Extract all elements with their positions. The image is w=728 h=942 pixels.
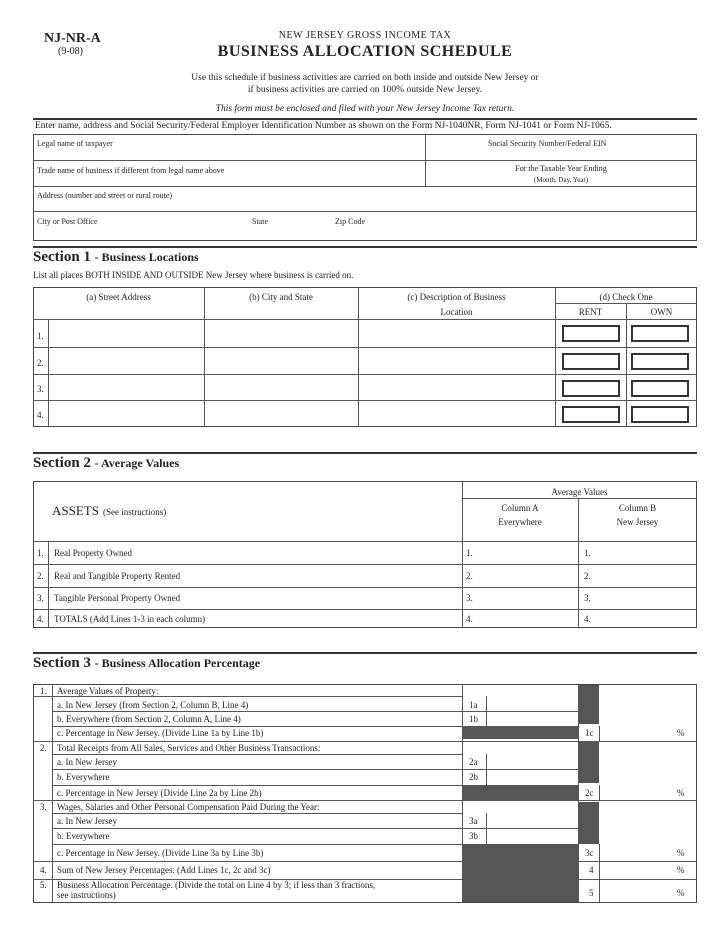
- form-id: NJ-NR-A: [44, 31, 101, 46]
- tax-year-format: (Month, Day, Year): [533, 176, 589, 184]
- address-field[interactable]: Address (number and street or rural route): [37, 191, 173, 200]
- percent-sign: %: [677, 888, 685, 898]
- col-b-cell[interactable]: 3.: [584, 593, 591, 603]
- col-description-2: Location: [440, 307, 473, 317]
- location-row-num: 1.: [37, 331, 44, 341]
- line-label: see instructions): [57, 890, 116, 900]
- col-b-cell[interactable]: 4.: [584, 614, 591, 624]
- line-label: b. Everywhere (from Section 2, Column A, Line 4): [57, 714, 241, 724]
- line-label: Business Allocation Percentage. (Divide the total on Line 4 by 3; if less than 3 fractions,: [57, 880, 376, 890]
- location-row-num: 4.: [37, 410, 44, 420]
- zip-field[interactable]: Zip Code: [335, 217, 365, 226]
- col-a-cell[interactable]: 1.: [466, 548, 473, 558]
- assets-label: ASSETS: [52, 503, 99, 518]
- percent-sign: %: [677, 848, 685, 858]
- line-number: 2.: [37, 571, 44, 581]
- line-label: Total Receipts from All Sales, Services and Other Business Transactions:: [57, 743, 321, 753]
- line-label: c. Percentage in New Jersey. (Divide Line 1a by Line 1b): [57, 728, 264, 738]
- ssn-field[interactable]: Social Security Number/Federal EIN: [488, 139, 607, 148]
- box-label[interactable]: 2b: [469, 772, 478, 782]
- section-1-heading: [33, 249, 199, 266]
- line-number: 1.: [40, 686, 47, 696]
- line-label: Average Values of Property:: [57, 686, 159, 696]
- box-label[interactable]: 5: [589, 888, 594, 898]
- enter-instruction: Enter name, address and Social Security/Federal Employer Identification Number as shown on the Form NJ-1040NR, Form NJ-1041 or Form NJ-1065.: [35, 121, 612, 131]
- legal-name-field[interactable]: Legal name of taxpayer: [37, 139, 113, 148]
- line-label: TOTALS (Add Lines 1-3 in each column): [54, 614, 206, 624]
- col-check-one: (d) Check One: [599, 292, 653, 302]
- box-label[interactable]: 1c: [585, 728, 594, 738]
- own-checkbox-1[interactable]: [631, 325, 689, 342]
- line-label: c. Percentage in New Jersey (Divide Line 2a by Line 2b): [57, 788, 262, 798]
- col-b-sub: New Jersey: [616, 517, 659, 527]
- rent-checkbox-2[interactable]: [562, 353, 620, 370]
- col-b-cell[interactable]: 2.: [584, 571, 591, 581]
- assets-note: (See instructions): [102, 507, 167, 517]
- box-label[interactable]: 2a: [469, 757, 478, 767]
- col-a-cell[interactable]: 3.: [466, 593, 473, 603]
- col-a-header: Column A: [501, 503, 539, 513]
- section-3-number: Section 3: [33, 655, 91, 671]
- line-label: Wages, Salaries and Other Personal Compensation Paid During the Year:: [57, 802, 320, 812]
- box-label[interactable]: 3a: [469, 816, 478, 826]
- percent-sign: %: [677, 728, 685, 738]
- section-1-number: Section 1: [33, 249, 91, 265]
- agency-name: NEW JERSEY GROSS INCOME TAX: [278, 30, 452, 41]
- box-label[interactable]: 2c: [585, 788, 594, 798]
- line-number: 5.: [40, 880, 47, 890]
- line-label: a. In New Jersey (from Section 2, Column B, Line 4): [57, 700, 249, 710]
- instruction-line-3: This form must be enclosed and filed with your New Jersey Income Tax return.: [215, 104, 515, 114]
- own-checkbox-2[interactable]: [631, 353, 689, 370]
- assets-heading: [52, 502, 166, 520]
- line-number: 1.: [37, 548, 44, 558]
- section-1-subtitle: List all places BOTH INSIDE AND OUTSIDE New Jersey where business is carried on.: [33, 270, 354, 280]
- col-own: OWN: [650, 307, 673, 317]
- tax-year-label[interactable]: For the Taxable Year Ending: [515, 164, 607, 173]
- box-label[interactable]: 3b: [469, 831, 478, 841]
- line-label: b. Everywhere: [57, 772, 110, 782]
- percent-sign: %: [677, 788, 685, 798]
- taxpayer-info-box: [33, 134, 697, 241]
- line-label: b. Everywhere: [57, 831, 110, 841]
- section-1-title: - Business Locations: [94, 250, 199, 264]
- line-number: 4.: [40, 865, 47, 875]
- col-a-cell[interactable]: 4.: [466, 614, 473, 624]
- col-description: (c) Description of Business: [407, 292, 506, 302]
- section-2-number: Section 2: [33, 455, 91, 471]
- avg-values-header: Average Values: [551, 487, 608, 497]
- location-row-num: 2.: [37, 358, 44, 368]
- rent-checkbox-4[interactable]: [562, 406, 620, 423]
- form-title: BUSINESS ALLOCATION SCHEDULE: [217, 43, 513, 60]
- trade-name-field[interactable]: Trade name of business if different from legal name above: [37, 166, 225, 175]
- own-checkbox-4[interactable]: [631, 406, 689, 423]
- col-city-state: (b) City and State: [249, 292, 313, 302]
- instruction-line-2: if business activities are carried on 100% outside New Jersey.: [247, 85, 483, 95]
- rent-checkbox-1[interactable]: [562, 325, 620, 342]
- line-label: Sum of New Jersey Percentages. (Add Lines 1c, 2c and 3c): [57, 865, 271, 875]
- rent-checkbox-3[interactable]: [562, 380, 620, 397]
- col-rent: RENT: [578, 307, 603, 317]
- line-label: a. In New Jersey: [57, 816, 117, 826]
- line-number: 2.: [40, 743, 47, 753]
- own-checkbox-3[interactable]: [631, 380, 689, 397]
- city-field[interactable]: City or Post Office: [37, 217, 98, 226]
- line-label: Tangible Personal Property Owned: [54, 593, 181, 603]
- col-b-cell[interactable]: 1.: [584, 548, 591, 558]
- col-a-sub: Everywhere: [498, 517, 542, 527]
- instruction-line-1: Use this schedule if business activities are carried on both inside and outside New Jersey or: [191, 73, 539, 83]
- percent-sign: %: [677, 865, 685, 875]
- form-date: (9-08): [58, 46, 83, 57]
- col-a-cell[interactable]: 2.: [466, 571, 473, 581]
- box-label[interactable]: 1b: [469, 714, 478, 724]
- line-number: 3.: [37, 593, 44, 603]
- box-label[interactable]: 3c: [585, 848, 594, 858]
- line-number: 4.: [37, 614, 44, 624]
- col-street-address: (a) Street Address: [86, 292, 151, 302]
- section-3-title: - Business Allocation Percentage: [94, 656, 261, 670]
- line-label: Real and Tangible Property Rented: [54, 571, 181, 581]
- line-number: 3.: [40, 802, 47, 812]
- section-3-heading: [33, 655, 260, 672]
- line-label: a. In New Jersey: [57, 757, 117, 767]
- line-label: c. Percentage in New Jersey. (Divide Line 3a by Line 3b): [57, 848, 264, 858]
- col-b-header: Column B: [618, 503, 657, 513]
- box-label[interactable]: 1a: [469, 700, 478, 710]
- state-field[interactable]: State: [252, 217, 268, 226]
- line-label: Real Property Owned: [54, 548, 132, 558]
- section-2-title: - Average Values: [94, 456, 180, 470]
- box-label[interactable]: 4: [589, 865, 594, 875]
- location-row-num: 3.: [37, 384, 44, 394]
- section-2-heading: [33, 455, 179, 472]
